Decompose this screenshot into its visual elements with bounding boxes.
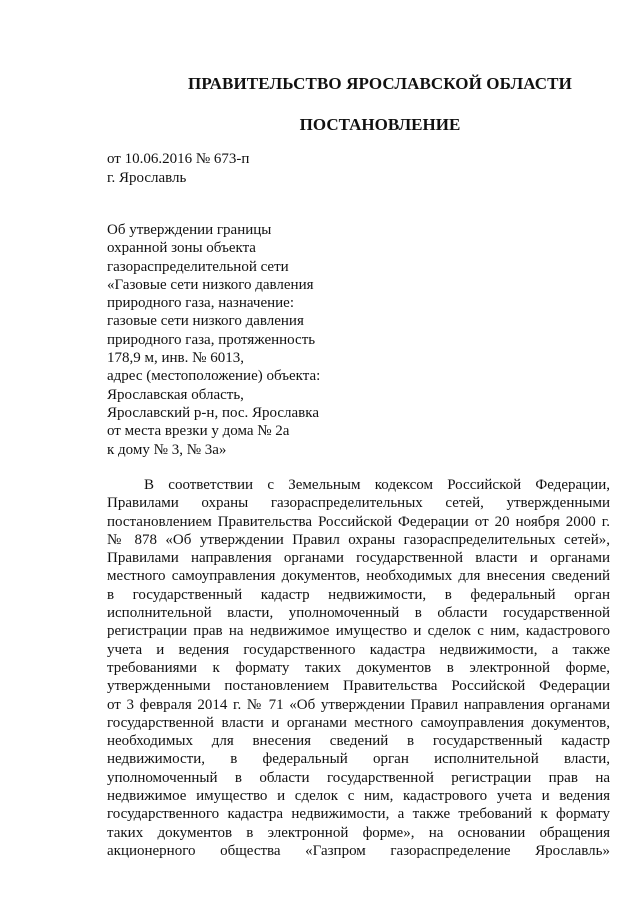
body-line: акционерного общества «Газпром газораспределение Ярославль» [107,842,610,859]
body-line: уполномоченный в области государственной регистрации прав на [107,769,610,786]
subject-line: от места врезки у дома № 2а [107,423,290,440]
body-line: недвижимое имущество и сделок с ним, кадастрового учета и ведения [107,788,610,805]
document-type-title: ПОСТАНОВЛЕНИЕ [299,115,461,134]
subject-line: Ярославский р-н, пос. Ярославка [107,404,319,421]
subject-line: газораспределительной сети [107,258,289,275]
subject-line: Ярославская область, [107,386,244,403]
body-line: № 878 «Об утверждении Правил охраны газораспределительных сетей», [107,531,610,548]
document-meta [107,150,249,188]
body-line: постановлением Правительства Российской Федерации от 20 ноября 2000 г. [107,513,610,530]
subject-line: газовые сети низкого давления [107,313,304,330]
subject-line: природного газа, назначение: [107,295,294,312]
body-line: регистрации прав на недвижимое имущество и сделок с ним, кадастрового [107,623,610,640]
government-title: ПРАВИТЕЛЬСТВО ЯРОСЛАВСКОЙ ОБЛАСТИ [188,74,572,93]
body-line: от 3 февраля 2014 г. № 71 «Об утверждении Правил направления органами [107,696,610,713]
subject-line: «Газовые сети низкого давления [107,276,314,293]
body-line: Правилами охраны газораспределительных сетей, утвержденными [107,495,610,512]
body-line: Правилами направления органами государственной власти и органами [107,550,610,567]
subject-line: к дому № 3, № 3а» [107,441,227,458]
subject-block [107,221,320,459]
body-line: в государственный кадастр недвижимости, в федеральный орган [107,586,610,603]
subject-line: Об утверждении границы [107,222,272,238]
city: г. Ярославль [107,170,187,186]
subject-line: 178,9 м, инв. № 6013, [107,350,244,367]
body-line: исполнительной власти, уполномоченный в области государственной [107,605,610,622]
body-line: требованиями к формату таких документов в электронной форме, [107,659,610,676]
subject-line: природного газа, протяженность [107,331,316,348]
body-paragraph [107,476,610,860]
body-line: В соответствии с Земельным кодексом Российской Федерации, [144,477,610,493]
body-line: необходимых для внесения сведений в государственный кадастр [107,733,610,750]
subject-line: адрес (местоположение) объекта: [107,368,321,385]
date-number: от 10.06.2016 № 673-п [107,151,250,167]
subject-line: охранной зоны объекта [107,240,256,257]
body-line: государственной власти и органами местного самоуправления документов, [107,714,610,731]
body-line: учета и ведения государственного кадастра недвижимости, а также [107,641,610,658]
body-line: таких документов в электронной форме», на основании обращения [107,824,610,841]
body-line: государственного кадастра недвижимости, а также требований к формату [107,806,610,823]
body-line: недвижимости, в федеральный орган исполнительной власти, [107,751,610,768]
body-line: утвержденными постановлением Правительства Российской Федерации [107,678,610,695]
body-line: местного самоуправления документов, необходимых для внесения сведений [107,568,610,585]
